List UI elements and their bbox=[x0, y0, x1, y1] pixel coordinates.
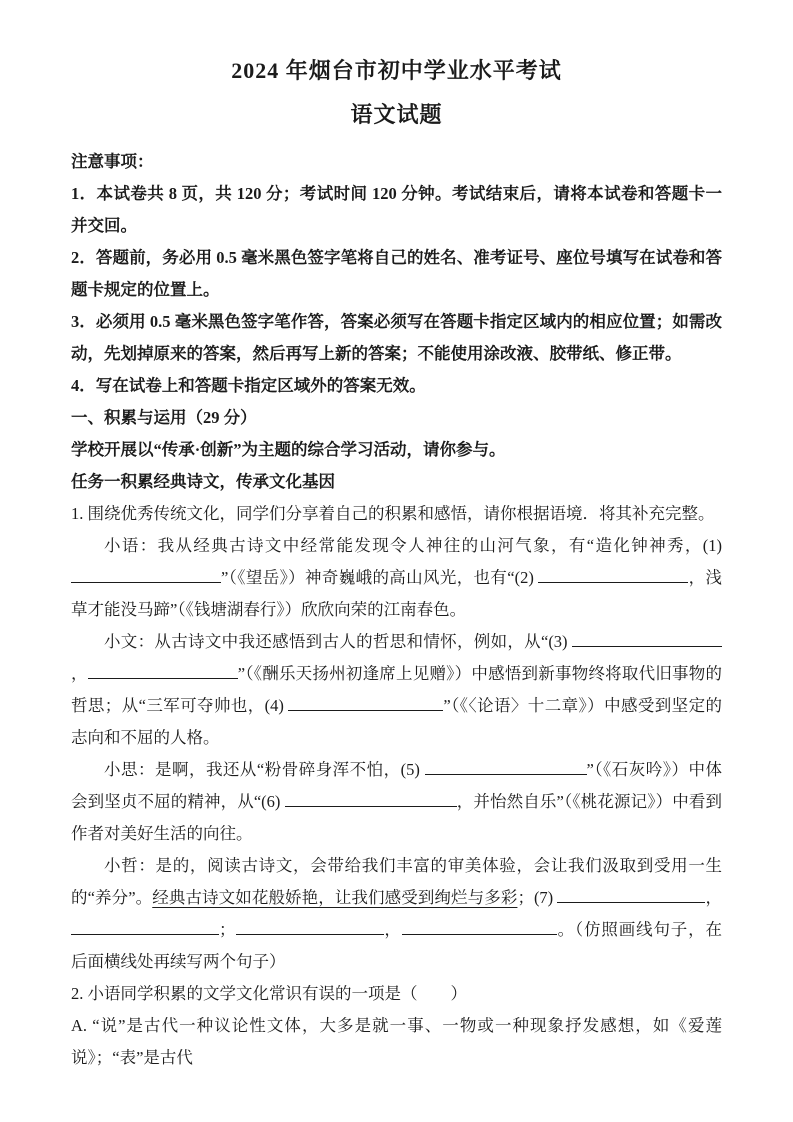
notice-item-3: 3．必须用 0.5 毫米黑色签字笔作答，答案必须写在答题卡指定区域内的相应位置；如需改动，先划掉原来的答案，然后再写上新的答案；不能使用涂改液、胶带纸、修正带。 bbox=[71, 312, 722, 363]
notice-item-4: 4．写在试卷上和答题卡指定区域外的答案无效。 bbox=[71, 376, 426, 395]
text-run: ”（《石灰吟》）中体会到坚贞不屈的精神，从“(6) bbox=[71, 760, 722, 811]
exam-subject-title: 语文试题 bbox=[350, 102, 443, 127]
notice-item-1: 1．本试卷共 8 页，共 120 分；考试时间 120 分钟。考试结束后，请将本试卷和答题卡一并交回。 bbox=[71, 184, 722, 235]
section-heading: 一、积累与运用（29 分） bbox=[71, 408, 257, 427]
fill-in-blank-line bbox=[538, 566, 688, 583]
question-1-paragraph-xiaoyu bbox=[71, 530, 722, 626]
fill-in-blank-line bbox=[402, 918, 557, 935]
task-one-heading: 任务一积累经典诗文，传承文化基因 bbox=[71, 472, 335, 491]
fill-in-blank-line bbox=[425, 758, 587, 775]
notice-item-2: 2．答题前，务必用 0.5 毫米黑色签字笔将自己的姓名、准考证号、座位号填写在试卷和答题卡规定的位置上。 bbox=[71, 248, 722, 299]
text-run: 。（仿照画线句子，在后面横线处再续写两个句子） bbox=[71, 920, 723, 971]
text-run: ； bbox=[219, 920, 236, 939]
text-run: ， bbox=[383, 920, 402, 939]
underlined-example-sentence: 经典古诗文如花般娇艳，让我们感受到绚烂与多彩 bbox=[152, 888, 518, 907]
question-1-stem: 1. 围绕优秀传统文化，同学们分享着自己的积累和感悟，请你根据语境．将其补充完整。 bbox=[71, 504, 715, 523]
text-run: 小哲：是的，阅读古诗文，会带给我们丰富的审美体验，会让我们汲取到受用一生的“养分”。 bbox=[71, 856, 722, 907]
text-run: 小思：是啊，我还从“粉骨碎身浑不怕，(5) bbox=[104, 760, 425, 779]
text-run: ，并怡然自乐”（《桃花源记》）中看到作者对美好生活的向往。 bbox=[71, 792, 722, 843]
text-run: ”（《〈论语〉十二章》）中感受到坚定的志向和不屈的人格。 bbox=[71, 696, 722, 747]
text-run: ”（《望岳》）神奇巍峨的高山风光，也有“(2) bbox=[221, 568, 539, 587]
text-run: ， bbox=[71, 664, 88, 683]
activity-intro: 学校开展以“传承·创新”为主题的综合学习活动，请你参与。 bbox=[71, 440, 506, 459]
fill-in-blank-line bbox=[572, 630, 722, 647]
fill-in-blank-line bbox=[88, 662, 238, 679]
fill-in-blank-line bbox=[71, 566, 221, 583]
fill-in-blank-line bbox=[557, 886, 705, 903]
text-run: ；(7) bbox=[517, 888, 558, 907]
text-run: ，浅草才能没马蹄”（《钱塘湖春行》）欣欣向荣的江南春色。 bbox=[71, 568, 722, 619]
question-2-stem: 2. 小语同学积累的文学文化常识有误的一项是（ ） bbox=[71, 984, 467, 1003]
question-2-option-a: A. “说”是古代一种议论性文体，大多是就一事、一物或一种现象抒发感想，如《爱莲说》；“表”是古代 bbox=[71, 1016, 722, 1067]
question-1-paragraph-xiaozhe bbox=[71, 850, 722, 978]
question-1-paragraph-xiaowen bbox=[71, 626, 722, 754]
exam-title: 2024 年烟台市初中学业水平考试 bbox=[231, 58, 562, 83]
fill-in-blank-line bbox=[71, 918, 219, 935]
text-run: ”（《酬乐天扬州初逢席上见赠》）中感悟到新事物终将取代旧事物的哲思；从“三军可夺帅也，(4) bbox=[71, 664, 723, 715]
text-run: 小文：从古诗文中我还感悟到古人的哲思和情怀，例如，从“(3) bbox=[104, 632, 572, 651]
fill-in-blank-line bbox=[288, 694, 443, 711]
text-run: ， bbox=[705, 888, 723, 907]
notice-heading: 注意事项： bbox=[71, 152, 154, 171]
question-1-paragraph-xiaosi bbox=[71, 754, 722, 850]
fill-in-blank-line bbox=[285, 790, 457, 807]
fill-in-blank-line bbox=[236, 918, 384, 935]
text-run: 小语：我从经典古诗文中经常能发现令人神往的山河气象，有“造化钟神秀，(1) bbox=[104, 536, 722, 555]
